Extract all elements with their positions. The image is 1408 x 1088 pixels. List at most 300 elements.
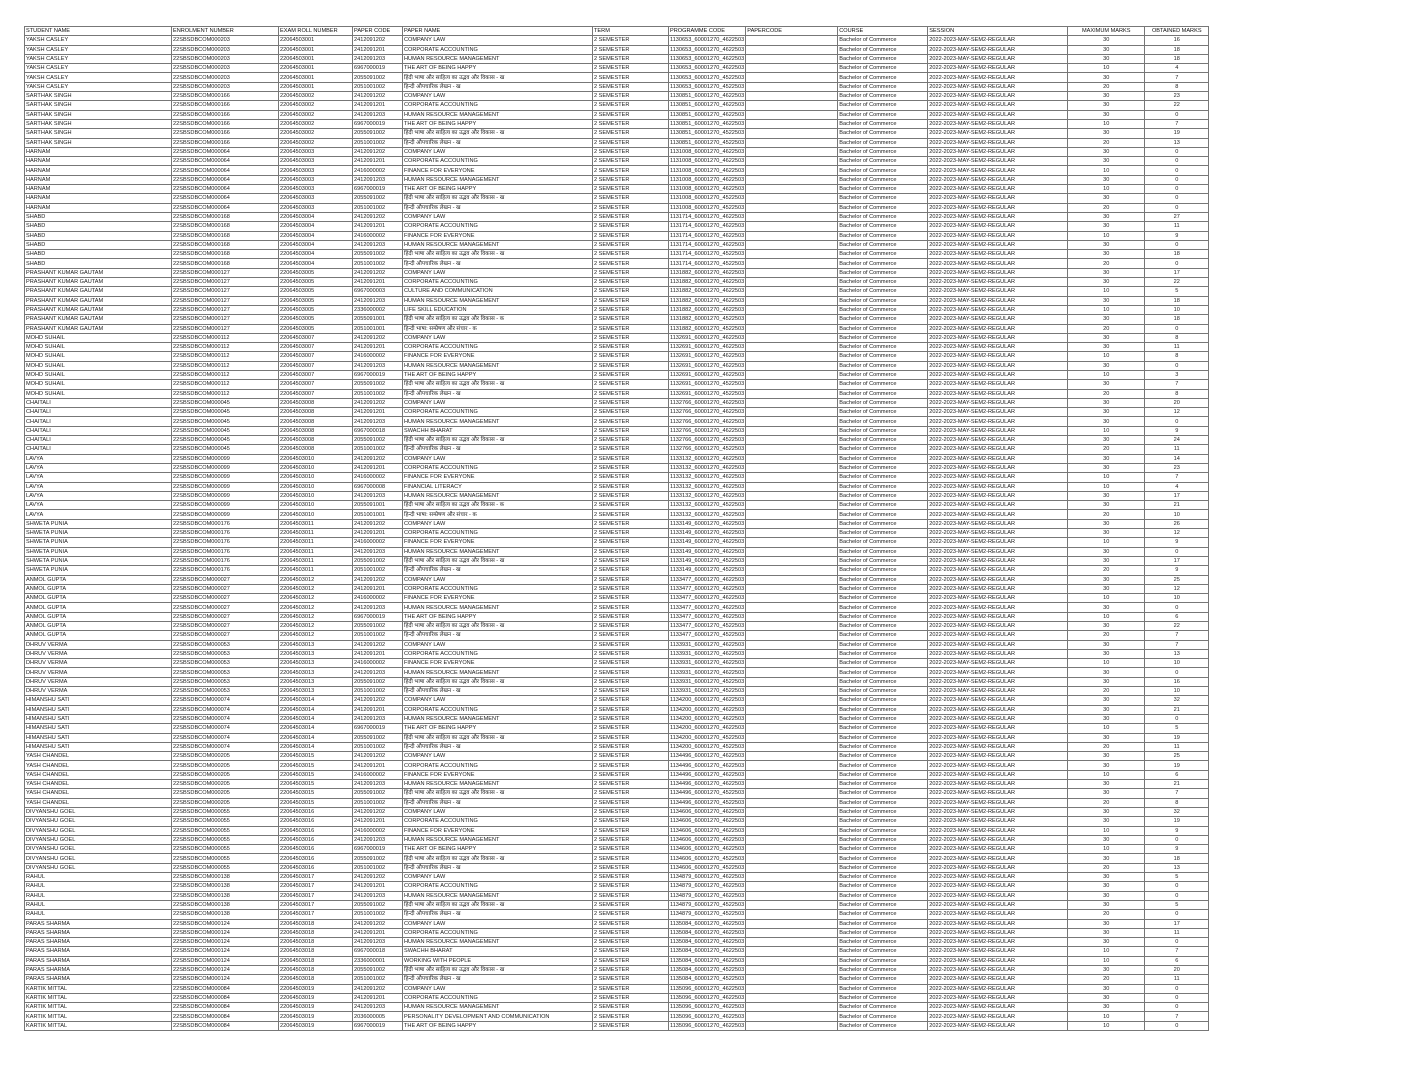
table-row [25, 845, 1209, 854]
cell-programme-code: 1135084_60001270_4622503 [670, 929, 745, 936]
cell-course: Bachelor of Commerce [838, 622, 928, 631]
cell-obtained-marks: 16 [1145, 677, 1209, 686]
table-row [25, 556, 1209, 565]
cell-student-name: LAVYA [25, 463, 172, 472]
cell-obtained-marks: 3 [1145, 370, 1209, 379]
cell-enrolment-number: 22SBSDBCOM000055 [172, 854, 279, 863]
cell-paper-name: हिन्दी औपचारिक लेखन - ख [403, 742, 593, 751]
table-row [25, 993, 1209, 1002]
cell-course: Bachelor of Commerce [838, 780, 928, 789]
cell-course: Bachelor of Commerce [838, 389, 928, 398]
table-row [25, 622, 1209, 631]
cell-session: 2022-2023-MAY-SEM2-REGULAR [928, 445, 1068, 454]
table-row [25, 287, 1209, 296]
cell-term: 2 SEMESTER [593, 789, 669, 798]
cell-session: 2022-2023-MAY-SEM2-REGULAR [928, 491, 1068, 500]
cell-papercode [746, 835, 838, 844]
cell-enrolment-number: 22SBSDBCOM000168 [172, 231, 279, 240]
cell-enrolment-number: 22SBSDBCOM000138 [172, 882, 279, 891]
cell-paper-name: हिन्दी औपचारिक लेखन - ख [403, 798, 593, 807]
cell-paper-code: 2055091002 [353, 789, 403, 798]
cell-paper-name: हिंदी भाषा और साहित्य का उद्भव और विकास - ख [403, 436, 593, 445]
cell-obtained-marks: 0 [1145, 147, 1209, 156]
cell-student-name: HARNAM [25, 194, 172, 203]
cell-course: Bachelor of Commerce [838, 529, 928, 538]
cell-student-name: PARAS SHARMA [25, 938, 172, 947]
cell-programme-code: 1132766_60001270_4622503 [670, 399, 745, 406]
table-row [25, 343, 1209, 352]
cell-enrolment-number: 22SBSDBCOM000176 [172, 556, 279, 565]
cell-enrolment-number: 22SBSDBCOM000055 [172, 807, 279, 816]
cell-course: Bachelor of Commerce [838, 343, 928, 352]
cell-course: Bachelor of Commerce [838, 993, 928, 1002]
cell-term: 2 SEMESTER [593, 501, 669, 510]
cell-programme-code: 1132766_60001270_4522503 [670, 437, 745, 444]
cell-term: 2 SEMESTER [593, 733, 669, 742]
cell-enrolment-number: 22SBSDBCOM000053 [172, 659, 279, 668]
cell-papercode [746, 742, 838, 751]
cell-student-name: KARTIK MITTAL [25, 1021, 172, 1030]
cell-session: 2022-2023-MAY-SEM2-REGULAR [928, 677, 1068, 686]
cell-course: Bachelor of Commerce [838, 92, 928, 101]
cell-obtained-marks: 11 [1145, 222, 1209, 231]
cell-paper-code: 2412091202 [353, 919, 403, 928]
cell-paper-code: 2412091202 [353, 147, 403, 156]
cell-obtained-marks: 9 [1145, 231, 1209, 240]
cell-maximum-marks: 30 [1068, 417, 1145, 426]
cell-term: 2 SEMESTER [593, 519, 669, 528]
cell-enrolment-number: 22SBSDBCOM000205 [172, 780, 279, 789]
cell-paper-name: हिन्दी औपचारिक लेखन - ख [403, 138, 593, 147]
cell-obtained-marks: 23 [1145, 92, 1209, 101]
cell-exam-roll-number: 22064503004 [279, 259, 353, 268]
cell-programme-code: 1133477_60001270_4522503 [670, 623, 745, 630]
cell-programme-code: 1134496_60001270_4622503 [670, 753, 745, 760]
cell-obtained-marks: 22 [1145, 278, 1209, 287]
cell-paper-code: 2412091202 [353, 333, 403, 342]
cell-obtained-marks: 0 [1145, 417, 1209, 426]
cell-programme-code: 1133132_60001270_4522503 [670, 511, 745, 518]
cell-paper-name: हिंदी भाषा और साहित्य का उद्भव और विकास - ख [403, 129, 593, 138]
cell-paper-code: 2412091201 [353, 705, 403, 714]
cell-term: 2 SEMESTER [593, 110, 669, 119]
table-row [25, 789, 1209, 798]
cell-papercode [746, 705, 838, 714]
cell-programme-code: 1134200_60001270_4622503 [670, 716, 745, 723]
cell-obtained-marks: 7 [1145, 640, 1209, 649]
cell-exam-roll-number: 22064503007 [279, 361, 353, 370]
cell-exam-roll-number: 22064503007 [279, 352, 353, 361]
cell-student-name: LAVYA [25, 454, 172, 463]
cell-exam-roll-number: 22064503015 [279, 798, 353, 807]
cell-course: Bachelor of Commerce [838, 436, 928, 445]
cell-paper-code: 6967000019 [353, 64, 403, 73]
cell-session: 2022-2023-MAY-SEM2-REGULAR [928, 789, 1068, 798]
cell-exam-roll-number: 22064503019 [279, 1012, 353, 1021]
cell-session: 2022-2023-MAY-SEM2-REGULAR [928, 575, 1068, 584]
cell-programme-code: 1135084_60001270_4622503 [670, 939, 745, 946]
cell-exam-roll-number: 22064503007 [279, 370, 353, 379]
cell-session: 2022-2023-MAY-SEM2-REGULAR [928, 333, 1068, 342]
cell-papercode [746, 612, 838, 621]
cell-paper-code: 2412091202 [353, 519, 403, 528]
cell-term: 2 SEMESTER [593, 575, 669, 584]
cell-maximum-marks: 30 [1068, 854, 1145, 863]
cell-enrolment-number: 22SBSDBCOM000166 [172, 92, 279, 101]
cell-maximum-marks: 30 [1068, 752, 1145, 761]
cell-obtained-marks: 16 [1145, 36, 1209, 45]
cell-papercode [746, 752, 838, 761]
cell-exam-roll-number: 22064503018 [279, 928, 353, 937]
cell-obtained-marks: 0 [1145, 714, 1209, 723]
cell-programme-code: 1134200_60001270_4622503 [670, 697, 745, 704]
cell-course: Bachelor of Commerce [838, 891, 928, 900]
cell-papercode [746, 333, 838, 342]
cell-programme-code: 1134879_60001270_4522503 [670, 911, 745, 918]
cell-papercode [746, 92, 838, 101]
cell-student-name: DIVYANSHU GOEL [25, 854, 172, 863]
cell-term: 2 SEMESTER [593, 603, 669, 612]
cell-student-name: HIMANSHU SATI [25, 705, 172, 714]
cell-term: 2 SEMESTER [593, 863, 669, 872]
cell-obtained-marks: 12 [1145, 408, 1209, 417]
cell-session: 2022-2023-MAY-SEM2-REGULAR [928, 45, 1068, 54]
cell-enrolment-number: 22SBSDBCOM000064 [172, 157, 279, 166]
cell-session: 2022-2023-MAY-SEM2-REGULAR [928, 993, 1068, 1002]
cell-student-name: SHWETA PUNIA [25, 519, 172, 528]
cell-term: 2 SEMESTER [593, 352, 669, 361]
cell-exam-roll-number: 22064503005 [279, 315, 353, 324]
cell-exam-roll-number: 22064503007 [279, 380, 353, 389]
cell-papercode [746, 259, 838, 268]
cell-programme-code: 1132766_60001270_4622503 [670, 418, 745, 425]
cell-paper-code: 2412091202 [353, 807, 403, 816]
cell-exam-roll-number: 22064503018 [279, 919, 353, 928]
cell-exam-roll-number: 22064503014 [279, 742, 353, 751]
cell-course: Bachelor of Commerce [838, 687, 928, 696]
cell-student-name: CHAITALI [25, 426, 172, 435]
cell-papercode [746, 417, 838, 426]
cell-obtained-marks: 7 [1145, 73, 1209, 82]
cell-paper-code: 2051001002 [353, 566, 403, 575]
cell-term: 2 SEMESTER [593, 947, 669, 956]
cell-session: 2022-2023-MAY-SEM2-REGULAR [928, 584, 1068, 593]
col-enrolment-number: ENROLMENT NUMBER [172, 27, 279, 36]
cell-enrolment-number: 22SBSDBCOM000166 [172, 129, 279, 138]
cell-paper-name: HUMAN RESOURCE MANAGEMENT [403, 361, 593, 370]
cell-maximum-marks: 30 [1068, 380, 1145, 389]
cell-course: Bachelor of Commerce [838, 984, 928, 993]
cell-course: Bachelor of Commerce [838, 789, 928, 798]
cell-paper-name: CORPORATE ACCOUNTING [403, 408, 593, 417]
cell-course: Bachelor of Commerce [838, 138, 928, 147]
cell-course: Bachelor of Commerce [838, 882, 928, 891]
col-course: COURSE [838, 27, 928, 36]
cell-exam-roll-number: 22064503001 [279, 82, 353, 91]
cell-session: 2022-2023-MAY-SEM2-REGULAR [928, 315, 1068, 324]
cell-obtained-marks: 0 [1145, 1003, 1209, 1012]
cell-term: 2 SEMESTER [593, 370, 669, 379]
cell-programme-code: 1130851_60001270_4522503 [670, 130, 745, 137]
cell-enrolment-number: 22SBSDBCOM000053 [172, 677, 279, 686]
cell-exam-roll-number: 22064503012 [279, 575, 353, 584]
col-paper-name: PAPER NAME [403, 27, 593, 36]
cell-session: 2022-2023-MAY-SEM2-REGULAR [928, 36, 1068, 45]
cell-course: Bachelor of Commerce [838, 649, 928, 658]
cell-maximum-marks: 30 [1068, 296, 1145, 305]
cell-paper-name: COMPANY LAW [403, 147, 593, 156]
cell-paper-code: 2055091002 [353, 73, 403, 82]
cell-enrolment-number: 22SBSDBCOM000045 [172, 426, 279, 435]
cell-papercode [746, 491, 838, 500]
cell-session: 2022-2023-MAY-SEM2-REGULAR [928, 845, 1068, 854]
cell-paper-name: FINANCIAL LITERACY [403, 482, 593, 491]
cell-term: 2 SEMESTER [593, 212, 669, 221]
cell-maximum-marks: 30 [1068, 873, 1145, 882]
cell-programme-code: 1135096_60001270_4622503 [670, 985, 745, 992]
cell-obtained-marks: 23 [1145, 463, 1209, 472]
table-row [25, 928, 1209, 937]
cell-programme-code: 1130653_60001270_4522503 [670, 74, 745, 81]
cell-programme-code: 1132691_60001270_4622503 [670, 372, 745, 379]
table-row [25, 882, 1209, 891]
cell-maximum-marks: 30 [1068, 519, 1145, 528]
cell-obtained-marks: 22 [1145, 622, 1209, 631]
cell-term: 2 SEMESTER [593, 194, 669, 203]
cell-student-name: KARTIK MITTAL [25, 984, 172, 993]
cell-exam-roll-number: 22064503012 [279, 622, 353, 631]
cell-exam-roll-number: 22064503013 [279, 677, 353, 686]
cell-course: Bachelor of Commerce [838, 798, 928, 807]
cell-session: 2022-2023-MAY-SEM2-REGULAR [928, 296, 1068, 305]
cell-programme-code: 1133477_60001270_4622503 [670, 576, 745, 583]
cell-session: 2022-2023-MAY-SEM2-REGULAR [928, 436, 1068, 445]
cell-student-name: RAHUL [25, 910, 172, 919]
cell-enrolment-number: 22SBSDBCOM000053 [172, 640, 279, 649]
cell-term: 2 SEMESTER [593, 268, 669, 277]
cell-programme-code: 1135084_60001270_4522503 [670, 976, 745, 983]
cell-programme-code: 1133931_60001270_4622503 [670, 660, 745, 667]
cell-obtained-marks: 17 [1145, 268, 1209, 277]
cell-exam-roll-number: 22064503002 [279, 138, 353, 147]
cell-paper-name: FINANCE FOR EVERYONE [403, 538, 593, 547]
cell-student-name: PARAS SHARMA [25, 965, 172, 974]
cell-course: Bachelor of Commerce [838, 278, 928, 287]
cell-paper-code: 2412091203 [353, 296, 403, 305]
cell-programme-code: 1133132_60001270_4622503 [670, 492, 745, 499]
cell-maximum-marks: 30 [1068, 900, 1145, 909]
cell-enrolment-number: 22SBSDBCOM000176 [172, 566, 279, 575]
cell-student-name: SHWETA PUNIA [25, 566, 172, 575]
cell-paper-code: 2055091002 [353, 965, 403, 974]
table-row [25, 463, 1209, 472]
cell-term: 2 SEMESTER [593, 780, 669, 789]
cell-programme-code: 1135084_60001270_4522503 [670, 967, 745, 974]
cell-maximum-marks: 10 [1068, 1012, 1145, 1021]
cell-course: Bachelor of Commerce [838, 352, 928, 361]
cell-exam-roll-number: 22064503002 [279, 92, 353, 101]
cell-paper-code: 2051001002 [353, 445, 403, 454]
cell-course: Bachelor of Commerce [838, 333, 928, 342]
cell-enrolment-number: 22SBSDBCOM000099 [172, 501, 279, 510]
cell-enrolment-number: 22SBSDBCOM000027 [172, 575, 279, 584]
cell-paper-name: COMPANY LAW [403, 575, 593, 584]
cell-maximum-marks: 30 [1068, 454, 1145, 463]
table-row [25, 640, 1209, 649]
cell-term: 2 SEMESTER [593, 408, 669, 417]
col-obtained-marks: OBTAINED MARKS [1145, 27, 1209, 36]
cell-obtained-marks: 0 [1145, 175, 1209, 184]
cell-session: 2022-2023-MAY-SEM2-REGULAR [928, 798, 1068, 807]
cell-paper-code: 2051001002 [353, 631, 403, 640]
cell-course: Bachelor of Commerce [838, 714, 928, 723]
cell-term: 2 SEMESTER [593, 101, 669, 110]
cell-term: 2 SEMESTER [593, 547, 669, 556]
cell-obtained-marks: 7 [1145, 1012, 1209, 1021]
table-row [25, 305, 1209, 314]
cell-paper-code: 2051001002 [353, 798, 403, 807]
cell-enrolment-number: 22SBSDBCOM000055 [172, 817, 279, 826]
cell-term: 2 SEMESTER [593, 975, 669, 984]
cell-programme-code: 1134496_60001270_4622503 [670, 781, 745, 788]
cell-course: Bachelor of Commerce [838, 1012, 928, 1021]
cell-obtained-marks: 21 [1145, 705, 1209, 714]
cell-course: Bachelor of Commerce [838, 547, 928, 556]
cell-maximum-marks: 20 [1068, 566, 1145, 575]
cell-term: 2 SEMESTER [593, 807, 669, 816]
cell-obtained-marks: 7 [1145, 631, 1209, 640]
cell-enrolment-number: 22SBSDBCOM000084 [172, 1003, 279, 1012]
cell-paper-code: 2416000002 [353, 166, 403, 175]
cell-term: 2 SEMESTER [593, 296, 669, 305]
cell-student-name: DHRUV VERMA [25, 668, 172, 677]
cell-programme-code: 1130653_60001270_4622503 [670, 46, 745, 53]
cell-term: 2 SEMESTER [593, 398, 669, 407]
cell-student-name: DHRUV VERMA [25, 659, 172, 668]
cell-programme-code: 1131008_60001270_4622503 [670, 176, 745, 183]
cell-course: Bachelor of Commerce [838, 835, 928, 844]
cell-papercode [746, 54, 838, 63]
table-row [25, 352, 1209, 361]
cell-obtained-marks: 17 [1145, 919, 1209, 928]
cell-student-name: SARTHAK SINGH [25, 119, 172, 128]
cell-exam-roll-number: 22064503011 [279, 538, 353, 547]
cell-course: Bachelor of Commerce [838, 556, 928, 565]
cell-term: 2 SEMESTER [593, 1021, 669, 1030]
cell-student-name: SARTHAK SINGH [25, 129, 172, 138]
cell-enrolment-number: 22SBSDBCOM000205 [172, 798, 279, 807]
table-row [25, 798, 1209, 807]
cell-programme-code: 1135096_60001270_4622503 [670, 1013, 745, 1020]
cell-session: 2022-2023-MAY-SEM2-REGULAR [928, 259, 1068, 268]
cell-obtained-marks: 0 [1145, 157, 1209, 166]
cell-session: 2022-2023-MAY-SEM2-REGULAR [928, 212, 1068, 221]
cell-maximum-marks: 30 [1068, 240, 1145, 249]
cell-papercode [746, 119, 838, 128]
cell-paper-name: हिंदी भाषा और साहित्य का उद्भव और विकास - ख [403, 733, 593, 742]
cell-term: 2 SEMESTER [593, 677, 669, 686]
cell-programme-code: 1131714_60001270_4622503 [670, 214, 745, 221]
cell-session: 2022-2023-MAY-SEM2-REGULAR [928, 770, 1068, 779]
cell-obtained-marks: 11 [1145, 742, 1209, 751]
cell-course: Bachelor of Commerce [838, 640, 928, 649]
cell-student-name: CHAITALI [25, 398, 172, 407]
cell-course: Bachelor of Commerce [838, 203, 928, 212]
cell-session: 2022-2023-MAY-SEM2-REGULAR [928, 826, 1068, 835]
table-row [25, 166, 1209, 175]
cell-maximum-marks: 10 [1068, 305, 1145, 314]
cell-paper-name: CORPORATE ACCOUNTING [403, 222, 593, 231]
cell-exam-roll-number: 22064503012 [279, 612, 353, 621]
table-row [25, 705, 1209, 714]
cell-student-name: CHAITALI [25, 417, 172, 426]
cell-course: Bachelor of Commerce [838, 519, 928, 528]
cell-student-name: SHWETA PUNIA [25, 538, 172, 547]
cell-paper-code: 2336000001 [353, 956, 403, 965]
cell-obtained-marks: 21 [1145, 780, 1209, 789]
cell-student-name: PRASHANT KUMAR GAUTAM [25, 296, 172, 305]
cell-paper-name: CORPORATE ACCOUNTING [403, 584, 593, 593]
cell-student-name: YAKSH CASLEY [25, 36, 172, 45]
cell-programme-code: 1132766_60001270_4522503 [670, 446, 745, 453]
cell-programme-code: 1133149_60001270_4522503 [670, 558, 745, 565]
cell-session: 2022-2023-MAY-SEM2-REGULAR [928, 343, 1068, 352]
cell-papercode [746, 175, 838, 184]
cell-session: 2022-2023-MAY-SEM2-REGULAR [928, 138, 1068, 147]
cell-obtained-marks: 0 [1145, 203, 1209, 212]
cell-obtained-marks: 18 [1145, 296, 1209, 305]
cell-student-name: MOHD SUHAIL [25, 380, 172, 389]
cell-papercode [746, 501, 838, 510]
cell-session: 2022-2023-MAY-SEM2-REGULAR [928, 73, 1068, 82]
cell-course: Bachelor of Commerce [838, 315, 928, 324]
cell-student-name: CHAITALI [25, 436, 172, 445]
cell-papercode [746, 361, 838, 370]
cell-term: 2 SEMESTER [593, 250, 669, 259]
cell-papercode [746, 519, 838, 528]
cell-session: 2022-2023-MAY-SEM2-REGULAR [928, 231, 1068, 240]
cell-term: 2 SEMESTER [593, 445, 669, 454]
cell-papercode [746, 398, 838, 407]
cell-maximum-marks: 30 [1068, 157, 1145, 166]
cell-term: 2 SEMESTER [593, 659, 669, 668]
cell-programme-code: 1133477_60001270_4622503 [670, 604, 745, 611]
table-row [25, 445, 1209, 454]
cell-obtained-marks: 17 [1145, 491, 1209, 500]
cell-programme-code: 1135084_60001270_4622503 [670, 948, 745, 955]
cell-course: Bachelor of Commerce [838, 64, 928, 73]
table-row [25, 501, 1209, 510]
cell-maximum-marks: 30 [1068, 268, 1145, 277]
table-row [25, 956, 1209, 965]
cell-papercode [746, 845, 838, 854]
cell-papercode [746, 826, 838, 835]
cell-obtained-marks: 18 [1145, 54, 1209, 63]
table-row [25, 677, 1209, 686]
cell-paper-name: COMPANY LAW [403, 873, 593, 882]
cell-session: 2022-2023-MAY-SEM2-REGULAR [928, 324, 1068, 333]
cell-enrolment-number: 22SBSDBCOM000124 [172, 938, 279, 947]
cell-course: Bachelor of Commerce [838, 807, 928, 816]
table-row [25, 240, 1209, 249]
cell-paper-code: 6967000019 [353, 845, 403, 854]
cell-exam-roll-number: 22064503016 [279, 807, 353, 816]
cell-enrolment-number: 22SBSDBCOM000074 [172, 714, 279, 723]
cell-paper-name: HUMAN RESOURCE MANAGEMENT [403, 891, 593, 900]
cell-enrolment-number: 22SBSDBCOM000124 [172, 975, 279, 984]
cell-course: Bachelor of Commerce [838, 45, 928, 54]
cell-session: 2022-2023-MAY-SEM2-REGULAR [928, 622, 1068, 631]
